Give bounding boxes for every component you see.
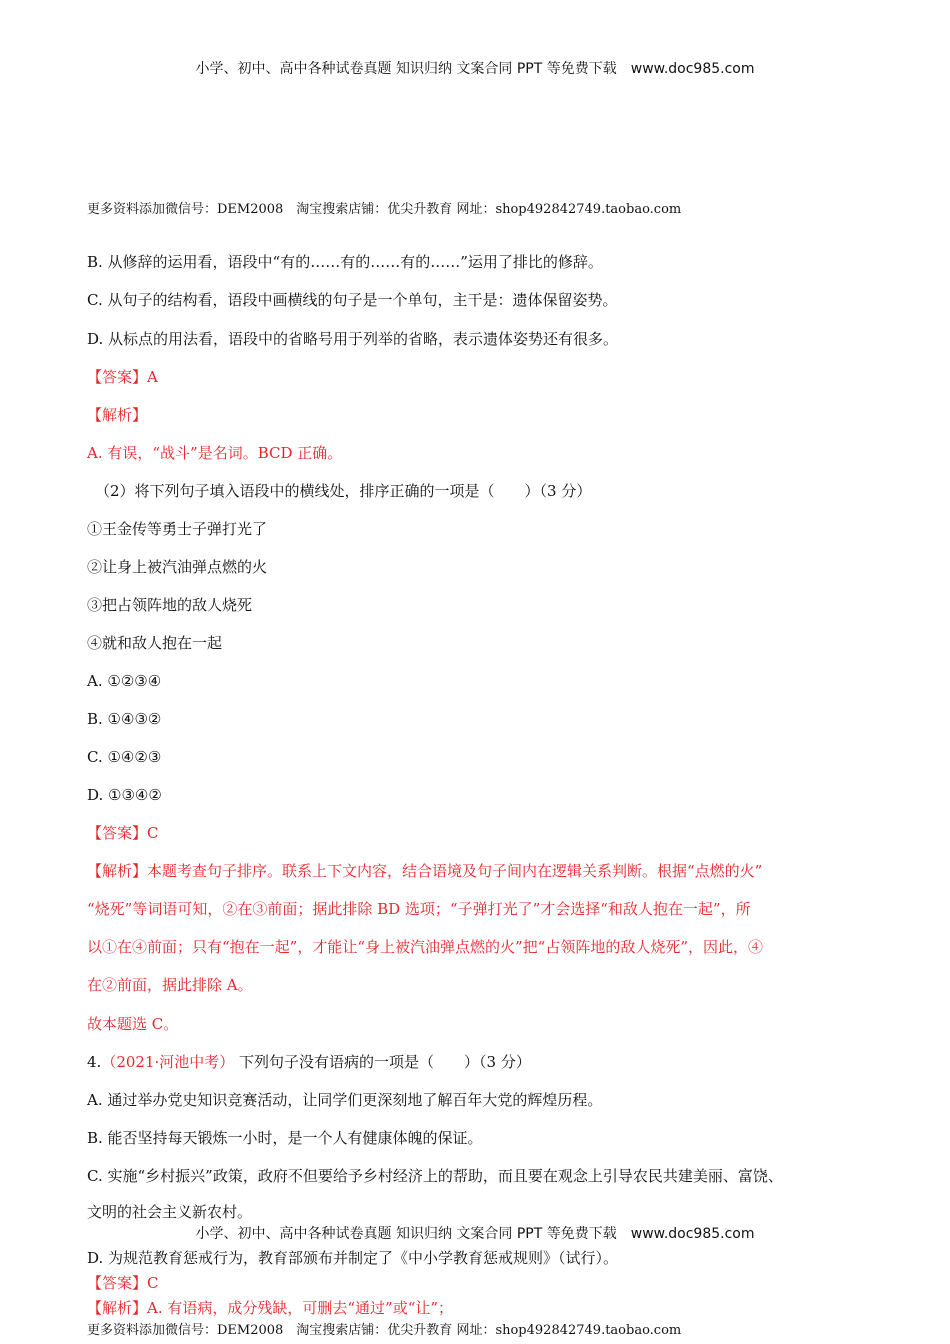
analysis-line: “烧死”等词语可知，②在③前面；据此排除 BD 选项；“子弹打光了”才会选择“和敌人抱在一起”，所: [87, 900, 751, 918]
sentence-2: ②让身上被汽油弹点燃的火: [87, 558, 268, 576]
analysis-line: 在②前面，据此排除 A。: [87, 976, 253, 994]
option-a: A. 通过举办党史知识竞赛活动，让同学们更深刻地了解百年大党的辉煌历程。: [87, 1091, 603, 1109]
header-url[interactable]: www.doc985.com: [630, 61, 755, 77]
question-number: 4.: [87, 1053, 102, 1071]
answer: 【答案】C: [87, 824, 159, 842]
answer: 【答案】C: [87, 1274, 159, 1292]
option-b: B. 从修辞的运用看，语段中“有的……有的……有的……”运用了排比的修辞。: [87, 253, 603, 271]
option-d: D. 为规范教育惩戒行为，教育部颁布并制定了《中小学教育惩戒规则》（试行）。: [87, 1249, 619, 1267]
option-c: C. 从句子的结构看，语段中画横线的句子是一个单句，主干是：遗体保留姿势。: [87, 291, 618, 309]
header-text: 小学、初中、高中各种试卷真题 知识归纳 文案合同 PPT 等免费下载: [195, 1226, 617, 1242]
choice-c: C. ①④②③: [87, 748, 162, 766]
option-d: D. 从标点的用法看，语段中的省略号用于列举的省略，表示遗体姿势还有很多。: [87, 330, 619, 348]
header-text: 小学、初中、高中各种试卷真题 知识归纳 文案合同 PPT 等免费下载: [195, 61, 617, 77]
analysis-text: 【解析】A. 有语病，成分残缺，可删去“通过”或“让”；: [87, 1299, 454, 1317]
question-source: （2021·河池中考）: [101, 1053, 235, 1071]
header-url[interactable]: www.doc985.com: [630, 1226, 755, 1242]
answer: 【答案】A: [87, 368, 158, 386]
sentence-1: ①王金传等勇士子弹打光了: [87, 520, 268, 538]
analysis-text: A. 有误，“战斗”是名词。BCD 正确。: [87, 444, 343, 462]
question-2: （2）将下列句子填入语段中的横线处，排序正确的一项是（ ）（3 分）: [95, 482, 592, 500]
choice-b: B. ①④③②: [87, 710, 162, 728]
option-c: C. 实施“乡村振兴”政策，政府不但要给予乡村经济上的帮助，而且要在观念上引导农民共建美丽、富饶、: [87, 1167, 783, 1185]
option-b: B. 能否坚持每天锻炼一小时，是一个人有健康体魄的保证。: [87, 1129, 483, 1147]
sentence-4: ④就和敌人抱在一起: [87, 634, 223, 652]
analysis-line: 以①在④前面；只有“抱在一起”，才能让“身上被汽油弹点燃的火”把“占领阵地的敌人烧死”，因此，④: [87, 938, 764, 956]
analysis-label: 【解析】: [87, 406, 148, 424]
question-4: [87, 1052, 531, 1072]
page-header: [0, 60, 950, 78]
info-line: 更多资料添加微信号：DEM2008 淘宝搜索店铺：优尖升教育 网址：shop492842749.taobao.com: [87, 202, 682, 217]
choice-a: A. ①②③④: [87, 672, 162, 690]
question-text: 下列句子没有语病的一项是（ ）（3 分）: [239, 1053, 531, 1071]
option-c-cont: 文明的社会主义新农村。: [87, 1203, 253, 1221]
sentence-3: ③把占领阵地的敌人烧死: [87, 596, 253, 614]
analysis-line: 【解析】本题考查句子排序。联系上下文内容，结合语境及句子间内在逻辑关系判断。根据“点燃的火”: [87, 862, 763, 880]
choice-d: D. ①③④②: [87, 786, 162, 804]
info-line-2: 更多资料添加微信号：DEM2008 淘宝搜索店铺：优尖升教育 网址：shop492842749.taobao.com: [87, 1323, 682, 1338]
conclusion: 故本题选 C。: [87, 1015, 179, 1033]
page-header-2: [0, 1225, 950, 1243]
